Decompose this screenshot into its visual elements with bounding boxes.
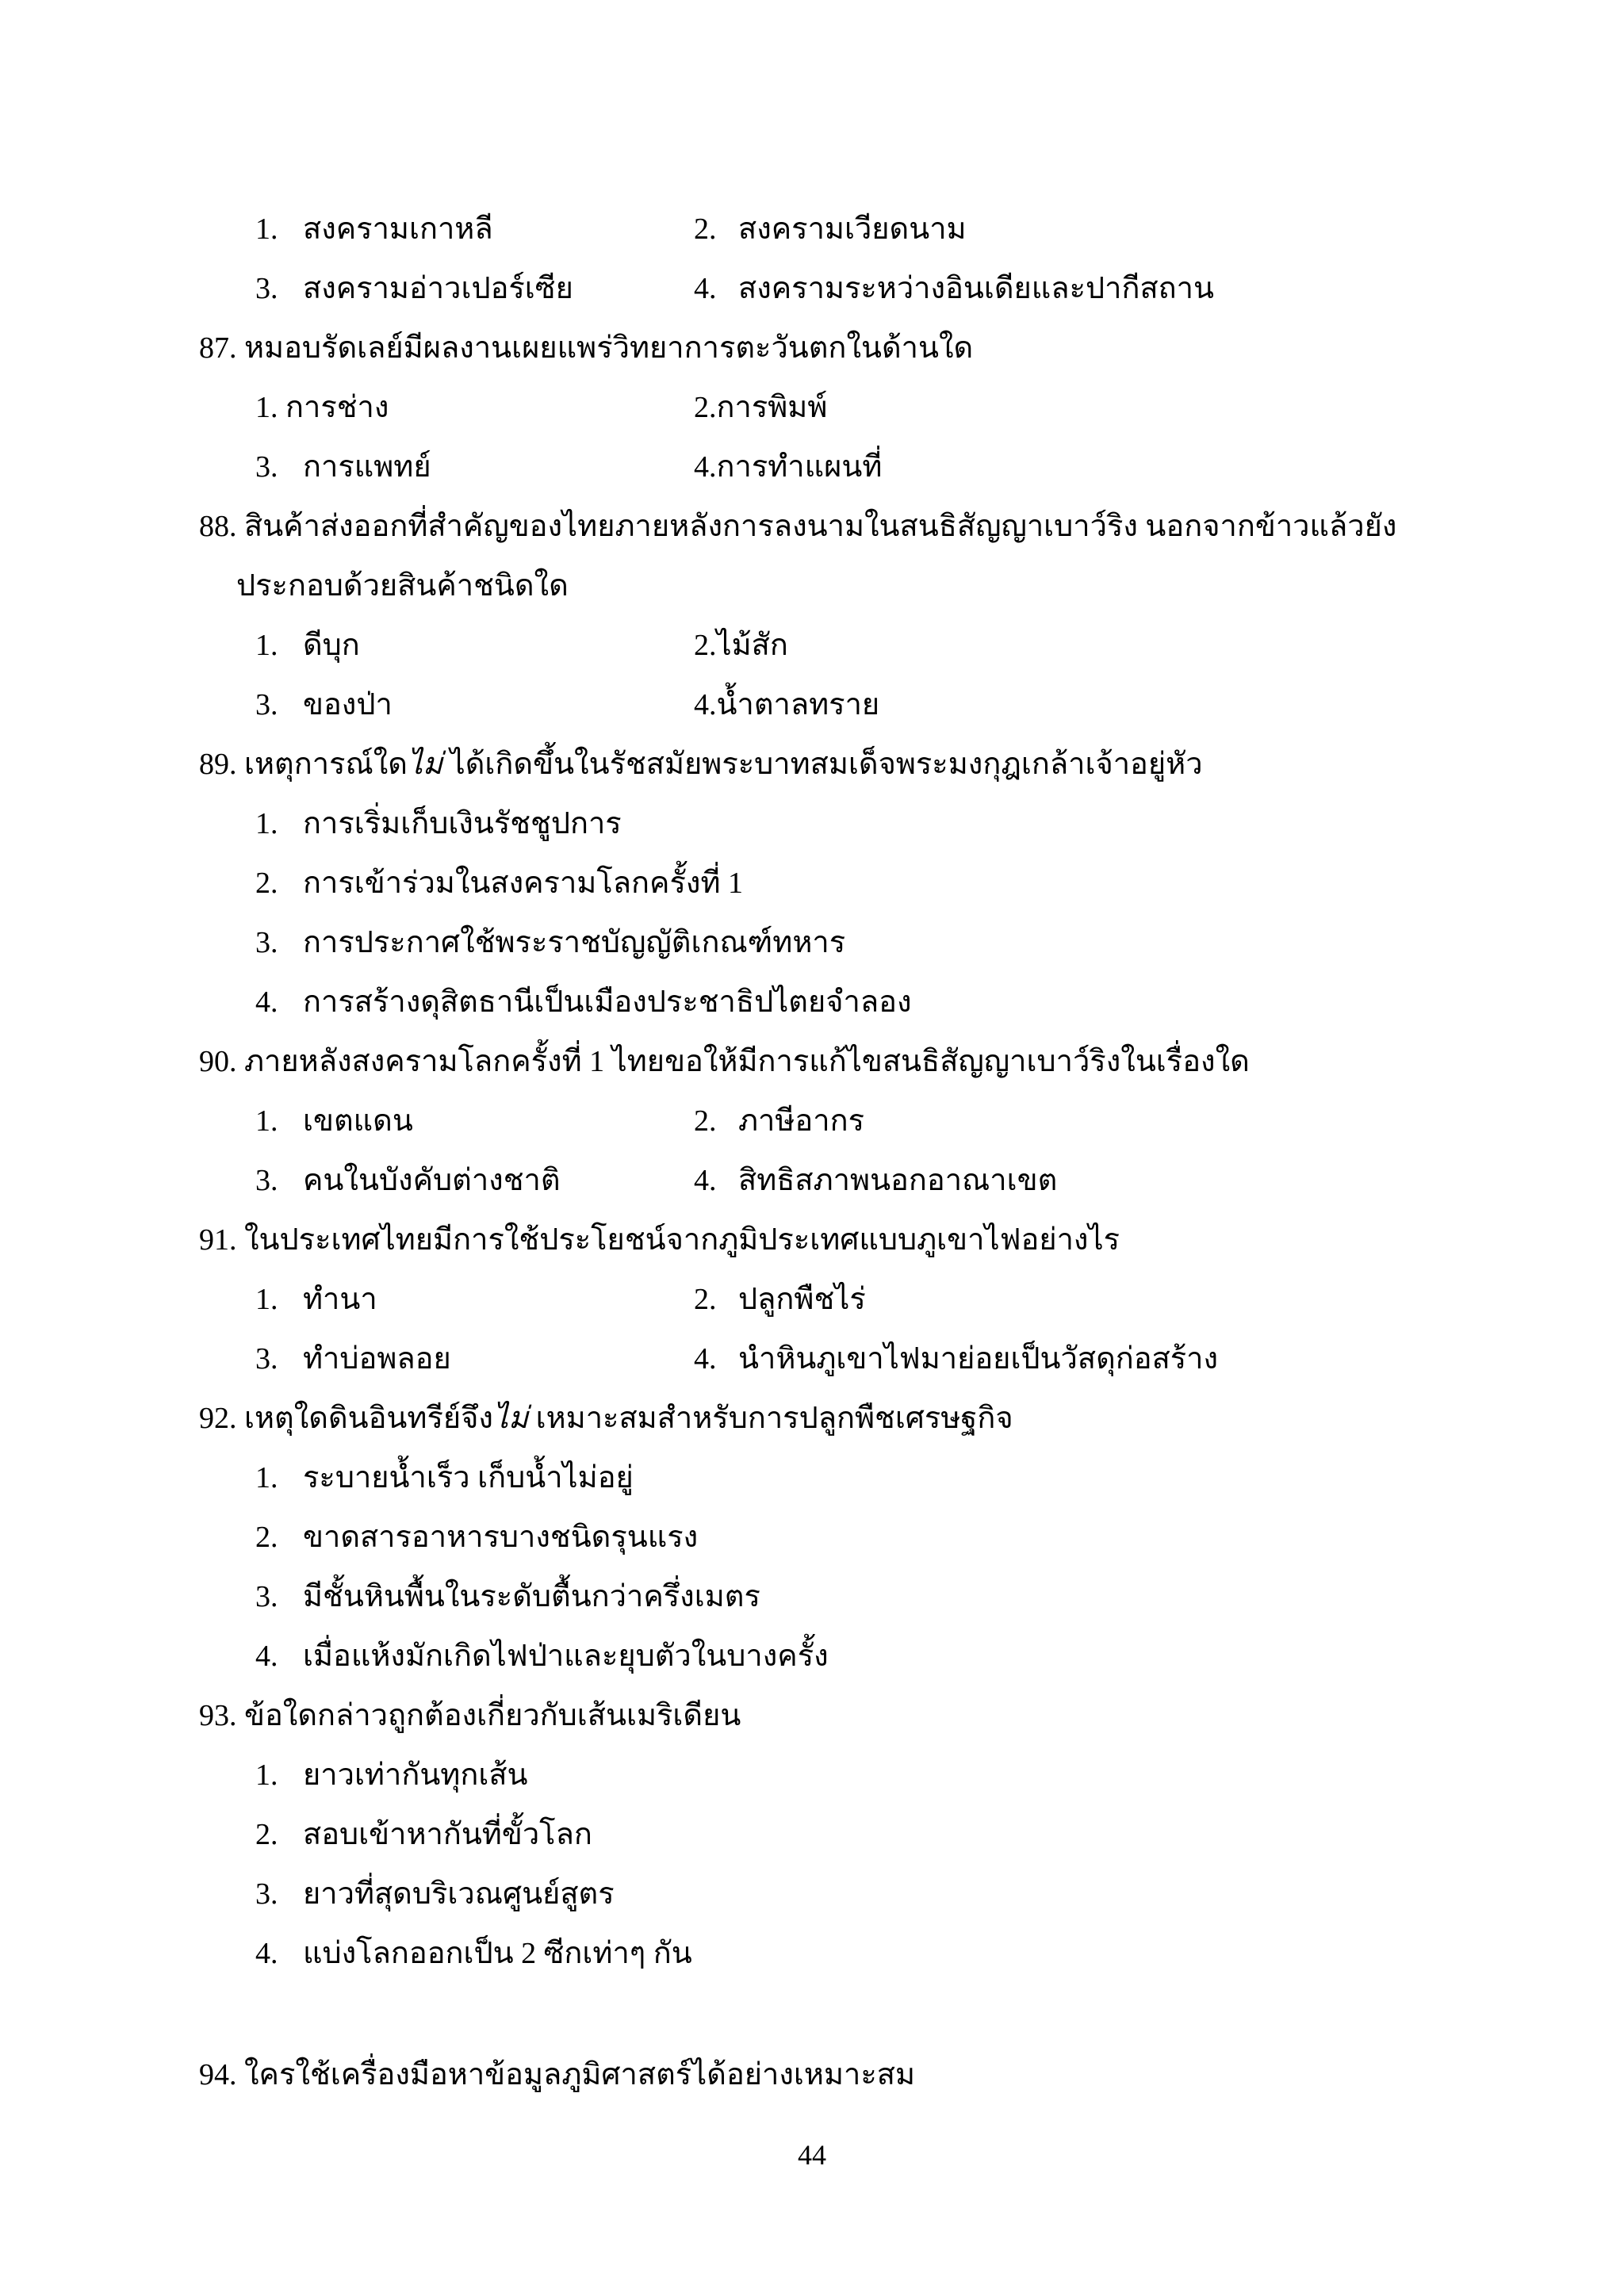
option-number: 3. bbox=[255, 688, 278, 721]
option-number: 4. bbox=[694, 272, 717, 305]
spacer bbox=[0, 1984, 1624, 2043]
option-row bbox=[0, 1448, 1624, 1508]
question-88: 88. สินค้าส่งออกที่สำคัญของไทยภายหลังการลงนามในสนธิสัญญาเบาว์ริง นอกจากข้าวแล้วยัง bbox=[199, 510, 1397, 543]
option-number: 3. bbox=[255, 1580, 278, 1613]
question-90: 90. ภายหลังสงครามโลกครั้งที่ 1 ไทยขอให้มีการแก้ไขสนธิสัญญาเบาว์ริงในเรื่องใด bbox=[199, 1045, 1250, 1078]
option-number: 4. bbox=[255, 1640, 278, 1673]
option-text: ยาวเท่ากันทุกเส้น bbox=[303, 1758, 528, 1792]
option-number: 2. bbox=[694, 1283, 717, 1316]
emphasis-text: ไม่ bbox=[407, 748, 443, 781]
option-text: แบ่งโลกออกเป็น 2 ซีกเท่าๆ กัน bbox=[303, 1937, 692, 1970]
question-text: 89. เหตุการณ์ใด bbox=[199, 748, 408, 781]
option-text: 2.การพิมพ์ bbox=[694, 391, 828, 424]
option-text: สงครามเกาหลี bbox=[303, 212, 493, 246]
option-number: 2. bbox=[694, 1104, 717, 1138]
option-row bbox=[0, 1508, 1624, 1567]
option-number: 1. bbox=[255, 1758, 278, 1792]
option-number: 4. bbox=[694, 1164, 717, 1197]
option-text: เมื่อแห้งมักเกิดไฟป่าและยุบตัวในบางครั้ง bbox=[303, 1640, 829, 1673]
question-88-continuation: ประกอบด้วยสินค้าชนิดใด bbox=[236, 569, 569, 603]
option-text: 4.การทำแผนที่ bbox=[694, 450, 883, 484]
option-text: ทำบ่อพลอย bbox=[303, 1342, 451, 1376]
option-row bbox=[0, 1270, 1624, 1330]
option-text: 4.น้ำตาลทราย bbox=[694, 688, 880, 721]
question-text: 92. เหตุใดดินอินทรีย์จึง bbox=[199, 1402, 493, 1435]
emphasis-text: ไม่ bbox=[492, 1402, 529, 1435]
question-92 bbox=[0, 1389, 1624, 1448]
option-number: 3. bbox=[255, 1164, 278, 1197]
option-number: 1. bbox=[255, 1283, 278, 1316]
page-number: 44 bbox=[798, 2139, 826, 2171]
option-number: 2. bbox=[694, 212, 717, 246]
option-row bbox=[0, 794, 1624, 854]
option-text: ขาดสารอาหารบางชนิดรุนแรง bbox=[303, 1521, 699, 1554]
option-text: ภาษีอากร bbox=[738, 1104, 865, 1138]
option-number: 1. bbox=[255, 807, 278, 840]
option-number: 3. bbox=[255, 272, 278, 305]
option-row bbox=[0, 973, 1624, 1032]
option-number: 3. bbox=[255, 1877, 278, 1911]
option-row bbox=[0, 438, 1624, 497]
question-text: ได้เกิดขึ้นในรัชสมัยพระบาทสมเด็จพระมงกุฎเกล้าเจ้าอยู่หัว bbox=[442, 748, 1203, 781]
option-text: การเข้าร่วมในสงครามโลกครั้งที่ 1 bbox=[303, 867, 743, 900]
option-number: 2. bbox=[255, 1818, 278, 1851]
option-text: 1. การช่าง bbox=[255, 391, 389, 424]
option-text: ของป่า bbox=[303, 688, 393, 721]
option-text: มีชั้นหินพื้นในระดับตื้นกว่าครึ่งเมตร bbox=[303, 1580, 760, 1613]
option-row bbox=[0, 200, 1624, 259]
question-94: 94. ใครใช้เครื่องมือหาข้อมูลภูมิศาสตร์ได้อย่างเหมาะสม bbox=[199, 2058, 916, 2091]
option-number: 3. bbox=[255, 1342, 278, 1376]
question-89 bbox=[0, 735, 1624, 794]
option-text: สงครามอ่าวเปอร์เซีย bbox=[303, 272, 573, 305]
option-text: การเริ่มเก็บเงินรัชชูปการ bbox=[303, 807, 622, 840]
option-text: สอบเข้าหากันที่ขั้วโลก bbox=[303, 1818, 592, 1851]
question-91: 91. ในประเทศไทยมีการใช้ประโยชน์จากภูมิประเทศแบบภูเขาไฟอย่างไร bbox=[199, 1223, 1120, 1257]
option-number: 4. bbox=[255, 1937, 278, 1970]
question-93: 93. ข้อใดกล่าวถูกต้องเกี่ยวกับเส้นเมริเดียน bbox=[199, 1699, 741, 1732]
option-row bbox=[0, 913, 1624, 973]
option-number: 2. bbox=[255, 1521, 278, 1554]
option-row bbox=[0, 1627, 1624, 1686]
option-text: สิทธิสภาพนอกอาณาเขต bbox=[738, 1164, 1058, 1197]
option-row bbox=[0, 1330, 1624, 1389]
exam-page bbox=[0, 200, 1624, 2105]
option-row bbox=[0, 854, 1624, 913]
option-text: การประกาศใช้พระราชบัญญัติเกณฑ์ทหาร bbox=[303, 926, 846, 959]
option-row bbox=[0, 675, 1624, 735]
option-row bbox=[0, 1924, 1624, 1984]
option-row bbox=[0, 1746, 1624, 1805]
option-number: 4. bbox=[694, 1342, 717, 1376]
option-text: นำหินภูเขาไฟมาย่อยเป็นวัสดุก่อสร้าง bbox=[738, 1342, 1219, 1376]
option-number: 3. bbox=[255, 450, 278, 484]
option-row bbox=[0, 1865, 1624, 1924]
option-number: 1. bbox=[255, 1461, 278, 1494]
option-text: การแพทย์ bbox=[303, 450, 431, 484]
option-text: คนในบังคับต่างชาติ bbox=[303, 1164, 561, 1197]
option-text: ดีบุก bbox=[303, 629, 360, 662]
option-row bbox=[0, 1805, 1624, 1865]
option-text: เขตแดน bbox=[303, 1104, 413, 1138]
option-text: สงครามเวียดนาม bbox=[738, 212, 967, 246]
option-number: 1. bbox=[255, 1104, 278, 1138]
option-text: สงครามระหว่างอินเดียและปากีสถาน bbox=[738, 272, 1214, 305]
option-text: ยาวที่สุดบริเวณศูนย์สูตร bbox=[303, 1877, 615, 1911]
option-row bbox=[0, 616, 1624, 675]
option-text: ระบายน้ำเร็ว เก็บน้ำไม่อยู่ bbox=[303, 1461, 634, 1494]
option-text: ทำนา bbox=[303, 1283, 377, 1316]
option-row bbox=[0, 259, 1624, 319]
option-number: 4. bbox=[255, 985, 278, 1019]
option-number: 3. bbox=[255, 926, 278, 959]
option-number: 1. bbox=[255, 212, 278, 246]
option-number: 2. bbox=[255, 867, 278, 900]
option-row bbox=[0, 1567, 1624, 1627]
option-row bbox=[0, 1092, 1624, 1151]
question-text: เหมาะสมสำหรับการปลูกพืชเศรษฐกิจ bbox=[528, 1402, 1013, 1435]
question-87: 87. หมอบรัดเลย์มีผลงานเผยแพร่วิทยาการตะวันตกในด้านใด bbox=[199, 331, 974, 365]
option-row bbox=[0, 378, 1624, 438]
option-text: ปลูกพืชไร่ bbox=[738, 1283, 866, 1316]
option-text: 2.ไม้สัก bbox=[694, 629, 788, 662]
option-number: 1. bbox=[255, 629, 278, 662]
option-row bbox=[0, 1151, 1624, 1211]
option-text: การสร้างดุสิตธานีเป็นเมืองประชาธิปไตยจำลอง bbox=[303, 985, 912, 1019]
